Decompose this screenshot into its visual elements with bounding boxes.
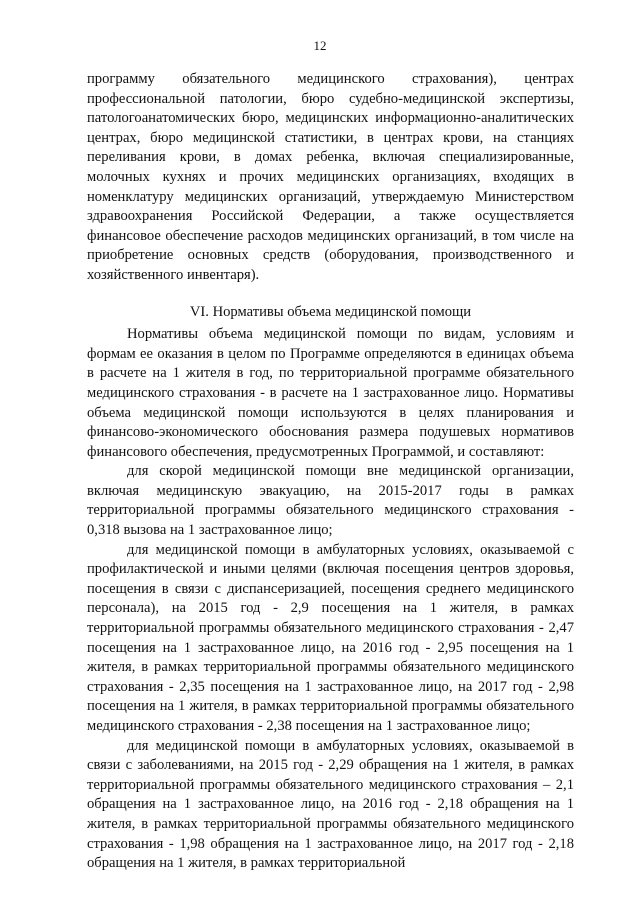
intro-paragraph: Нормативы объема медицинской помощи по видам, условиям и формам ее оказания в целом по Программе определяются в единицах объема в расчете на 1 жителя в год, по территориальной программе обязательного медицинского страхования - в расчете на 1 застрахованное лицо. Нормативы объема медицинской помощи используются в целях планирования и финансово-экономического обоснования размера подушевых нормативов финансового обеспечения, предусмотренных Программой, и составляют: (87, 326, 574, 460)
continuation-paragraph: программу обязательного медицинского страхования), центрах профессиональной патологии, бюро судебно-медицинской экспертизы, патологоанатомических бюро, медицинских информационно-аналитических центрах, бюро медицинской статистики, в центрах крови, на станциях переливания крови, в домах ребенка, включая специализированные, молочных кухнях и прочих медицинских организациях, входящих в номенклатуру медицинских организаций, утверждаемую Министерством здравоохранения Российской Федерации, а также осуществляется финансовое обеспечение расходов медицинских организаций, в том числе на приобретение основных средств (оборудования, производственного и хозяйственного инвентаря). (87, 71, 574, 283)
section-title: VI. Нормативы объема медицинской помощи (189, 303, 472, 320)
page-number: 12 (313, 38, 327, 53)
preventive-visits-norm-paragraph: для медицинской помощи в амбулаторных условиях, оказываемой с профилактической и иными целями (включая посещения центров здоровья, посещения в связи с диспансеризацией, посещения среднего медицинского персонала), на 2015 год - 2,9 посещения на 1 жителя, в рамках территориальной программы обязательного медицинского страхования - 2,47 посещения на 1 застрахованное лицо, на 2016 год - 2,95 посещения на 1 жителя, в рамках территориальной программы обязательного медицинского страхования - 2,35 посещения на 1 застрахованное лицо, на 2017 год - 2,98 посещения на 1 жителя, в рамках территориальной программы обязательного медицинского страхования - 2,38 посещения на 1 застрахованное лицо; (87, 541, 574, 734)
page-content (87, 70, 574, 874)
ambulance-norm-paragraph: для скорой медицинской помощи вне медицинской организации, включая медицинскую эвакуацию, на 2015-2017 годы в рамках территориальной программы обязательного медицинского страхования - 0,318 вызова на 1 застрахованное лицо; (87, 463, 574, 539)
disease-visits-norm-paragraph: для медицинской помощи в амбулаторных условиях, оказываемой в связи с заболеваниями, на 2015 год - 2,29 обращения на 1 жителя, в рамках территориальной программы обязательного медицинского страхования – 2,1 обращения на 1 застрахованное лицо, на 2016 год - 2,18 обращения на 1 жителя, в рамках территориальной программы обязательного медицинского страхования - 1,98 обращения на 1 застрахованное лицо, на 2017 год - 2,18 обращения на 1 жителя, в рамках территориальной (87, 737, 574, 872)
